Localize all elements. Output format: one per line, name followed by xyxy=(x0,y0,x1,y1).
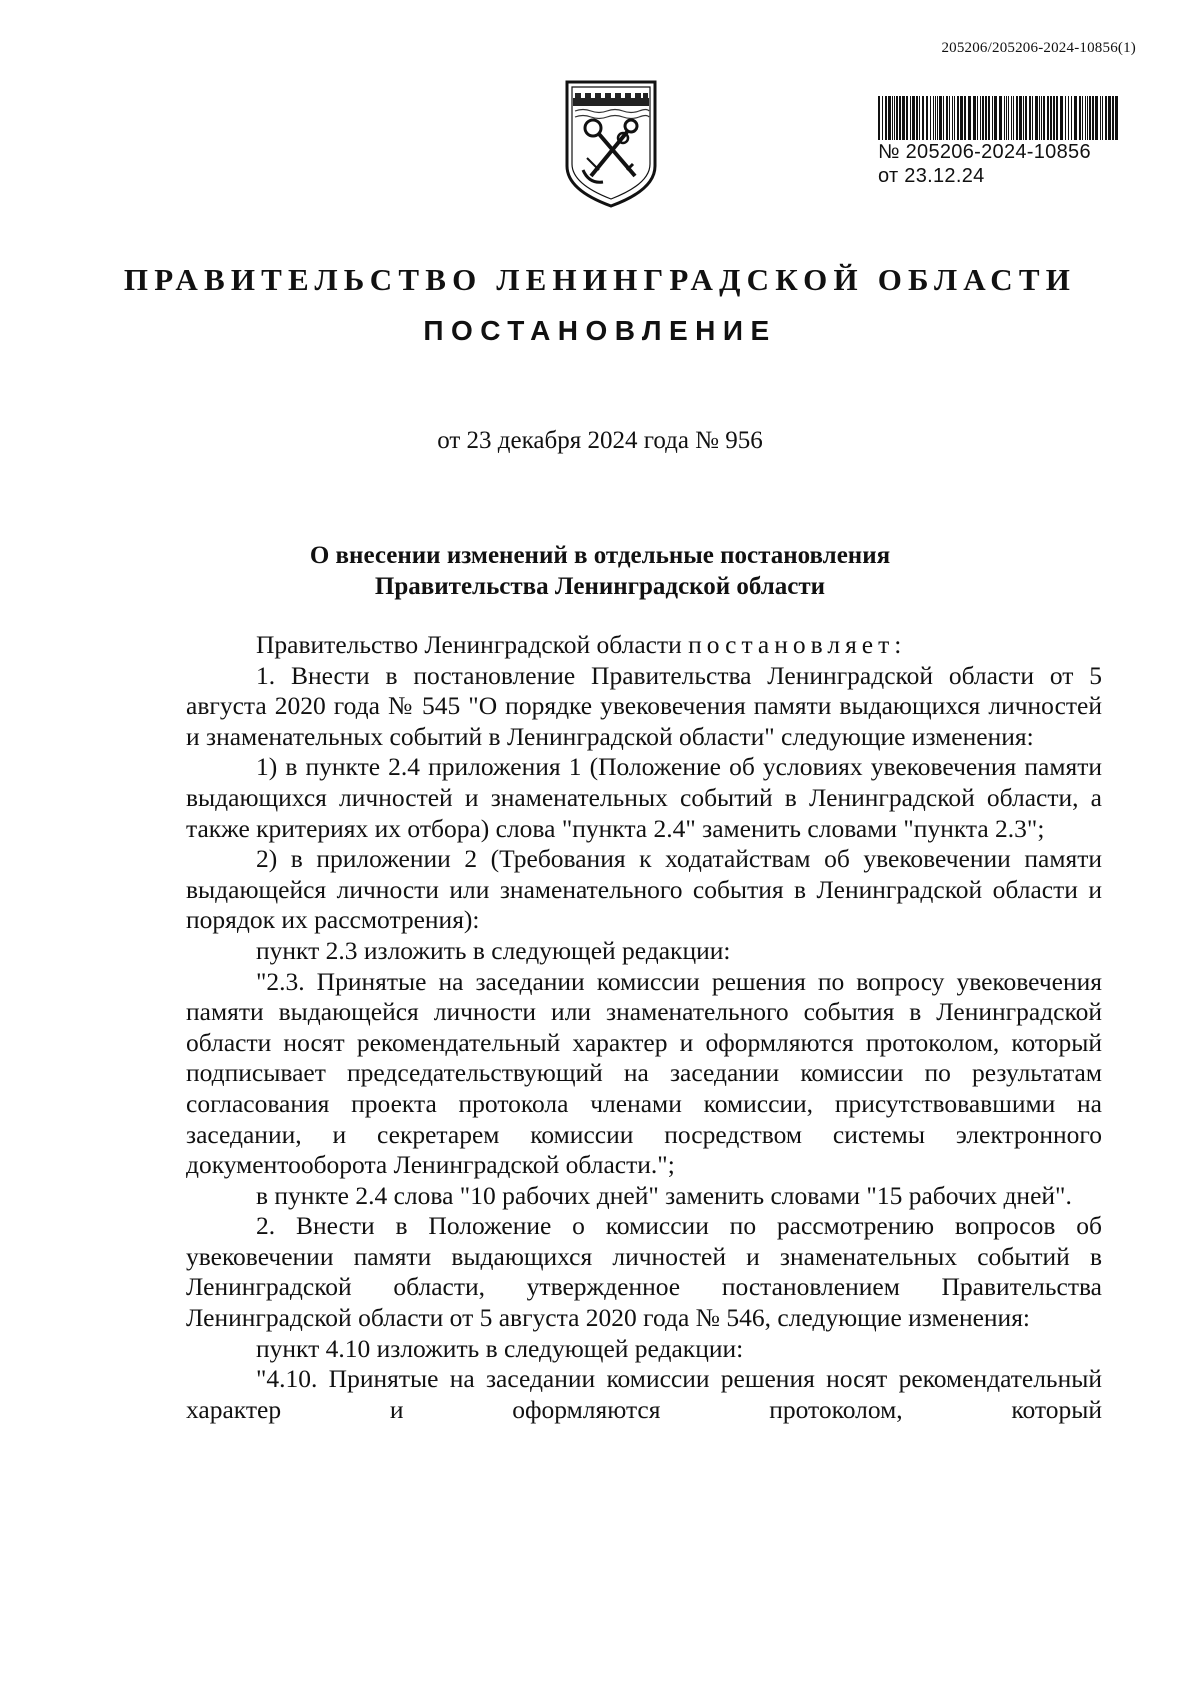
intro-verb: постановляет: xyxy=(688,630,907,659)
paragraph-2b: "4.10. Принятые на заседании комиссии решения носят рекомендательный характер и оформляются протоколом, который xyxy=(186,1364,1102,1424)
subject-line-1: О внесении изменений в отдельные постановления xyxy=(309,542,891,569)
paragraph-1-item-2a: пункт 2.3 изложить в следующей редакции: xyxy=(256,935,731,965)
paragraph-2: 2. Внести в Положение о комиссии по рассмотрению вопросов об увековечении памяти выдающихся личностей и знаменательных событий в Ленинградской области, утвержденное постановлением Правительства Ленинградской области от 5 августа 2020 года № 546, следующие изменения: xyxy=(186,1211,1102,1333)
paragraph-1-item-2c: в пункте 2.4 слова "10 рабочих дней" заменить словами "15 рабочих дней". xyxy=(256,1180,1072,1210)
intro-prefix: Правительство Ленинградской области xyxy=(256,630,689,659)
paragraph-1: 1. Внести в постановление Правительства Ленинградской области от 5 августа 2020 года № 545 "О порядке увековечения памяти выдающихся личностей и знаменательных событий в Ленинградской области" следующие изменения: xyxy=(186,660,1102,751)
registration-number: № 205206-2024-10856 xyxy=(878,141,1091,163)
paragraph-1-item-2b: "2.3. Принятые на заседании комиссии решения по вопросу увековечения памяти выдающейся личности или знаменательного события в Ленинградской области носят рекомендательный характер и оформляются протоколом, который подписывает председательствующий на заседании комиссии по результатам согласования проекта протокола членами комиссии, присутствовавшими на заседании, и секретарем комиссии посредством системы электронного документооборота Ленинградской области."; xyxy=(186,966,1102,1180)
intro-paragraph xyxy=(186,630,1102,661)
paragraph-1-item-2: 2) в приложении 2 (Требования к ходатайствам об увековечении памяти выдающейся личности или знаменательного события в Ленинградской области и порядок их рассмотрения): xyxy=(186,844,1102,935)
coat-of-arms-icon xyxy=(563,78,659,209)
paragraph-2a: пункт 4.10 изложить в следующей редакции: xyxy=(256,1333,744,1363)
registration-stamp xyxy=(876,96,1124,188)
paragraph-1-item-1: 1) в пункте 2.4 приложения 1 (Положение об условиях увековечения памяти выдающихся личностей и знаменательных событий в Ленинградской области, а также критериях их отбора) слова "пункта 2.4" заменить словами "пункта 2.3"; xyxy=(186,752,1102,843)
subject-line-2: Правительства Ленинградской области xyxy=(374,573,826,600)
registration-date: от 23.12.24 xyxy=(878,165,985,187)
barcode-icon xyxy=(876,96,1124,140)
document-id: 205206/205206-2024-10856(1) xyxy=(941,40,1136,56)
document-body xyxy=(186,630,1102,1425)
document-date-number: от 23 декабря 2024 года № 956 xyxy=(437,427,763,454)
document-type: ПОСТАНОВЛЕНИЕ xyxy=(423,315,777,346)
authority-title: ПРАВИТЕЛЬСТВО ЛЕНИНГРАДСКОЙ ОБЛАСТИ xyxy=(123,262,1077,297)
document-subject xyxy=(0,540,1200,602)
